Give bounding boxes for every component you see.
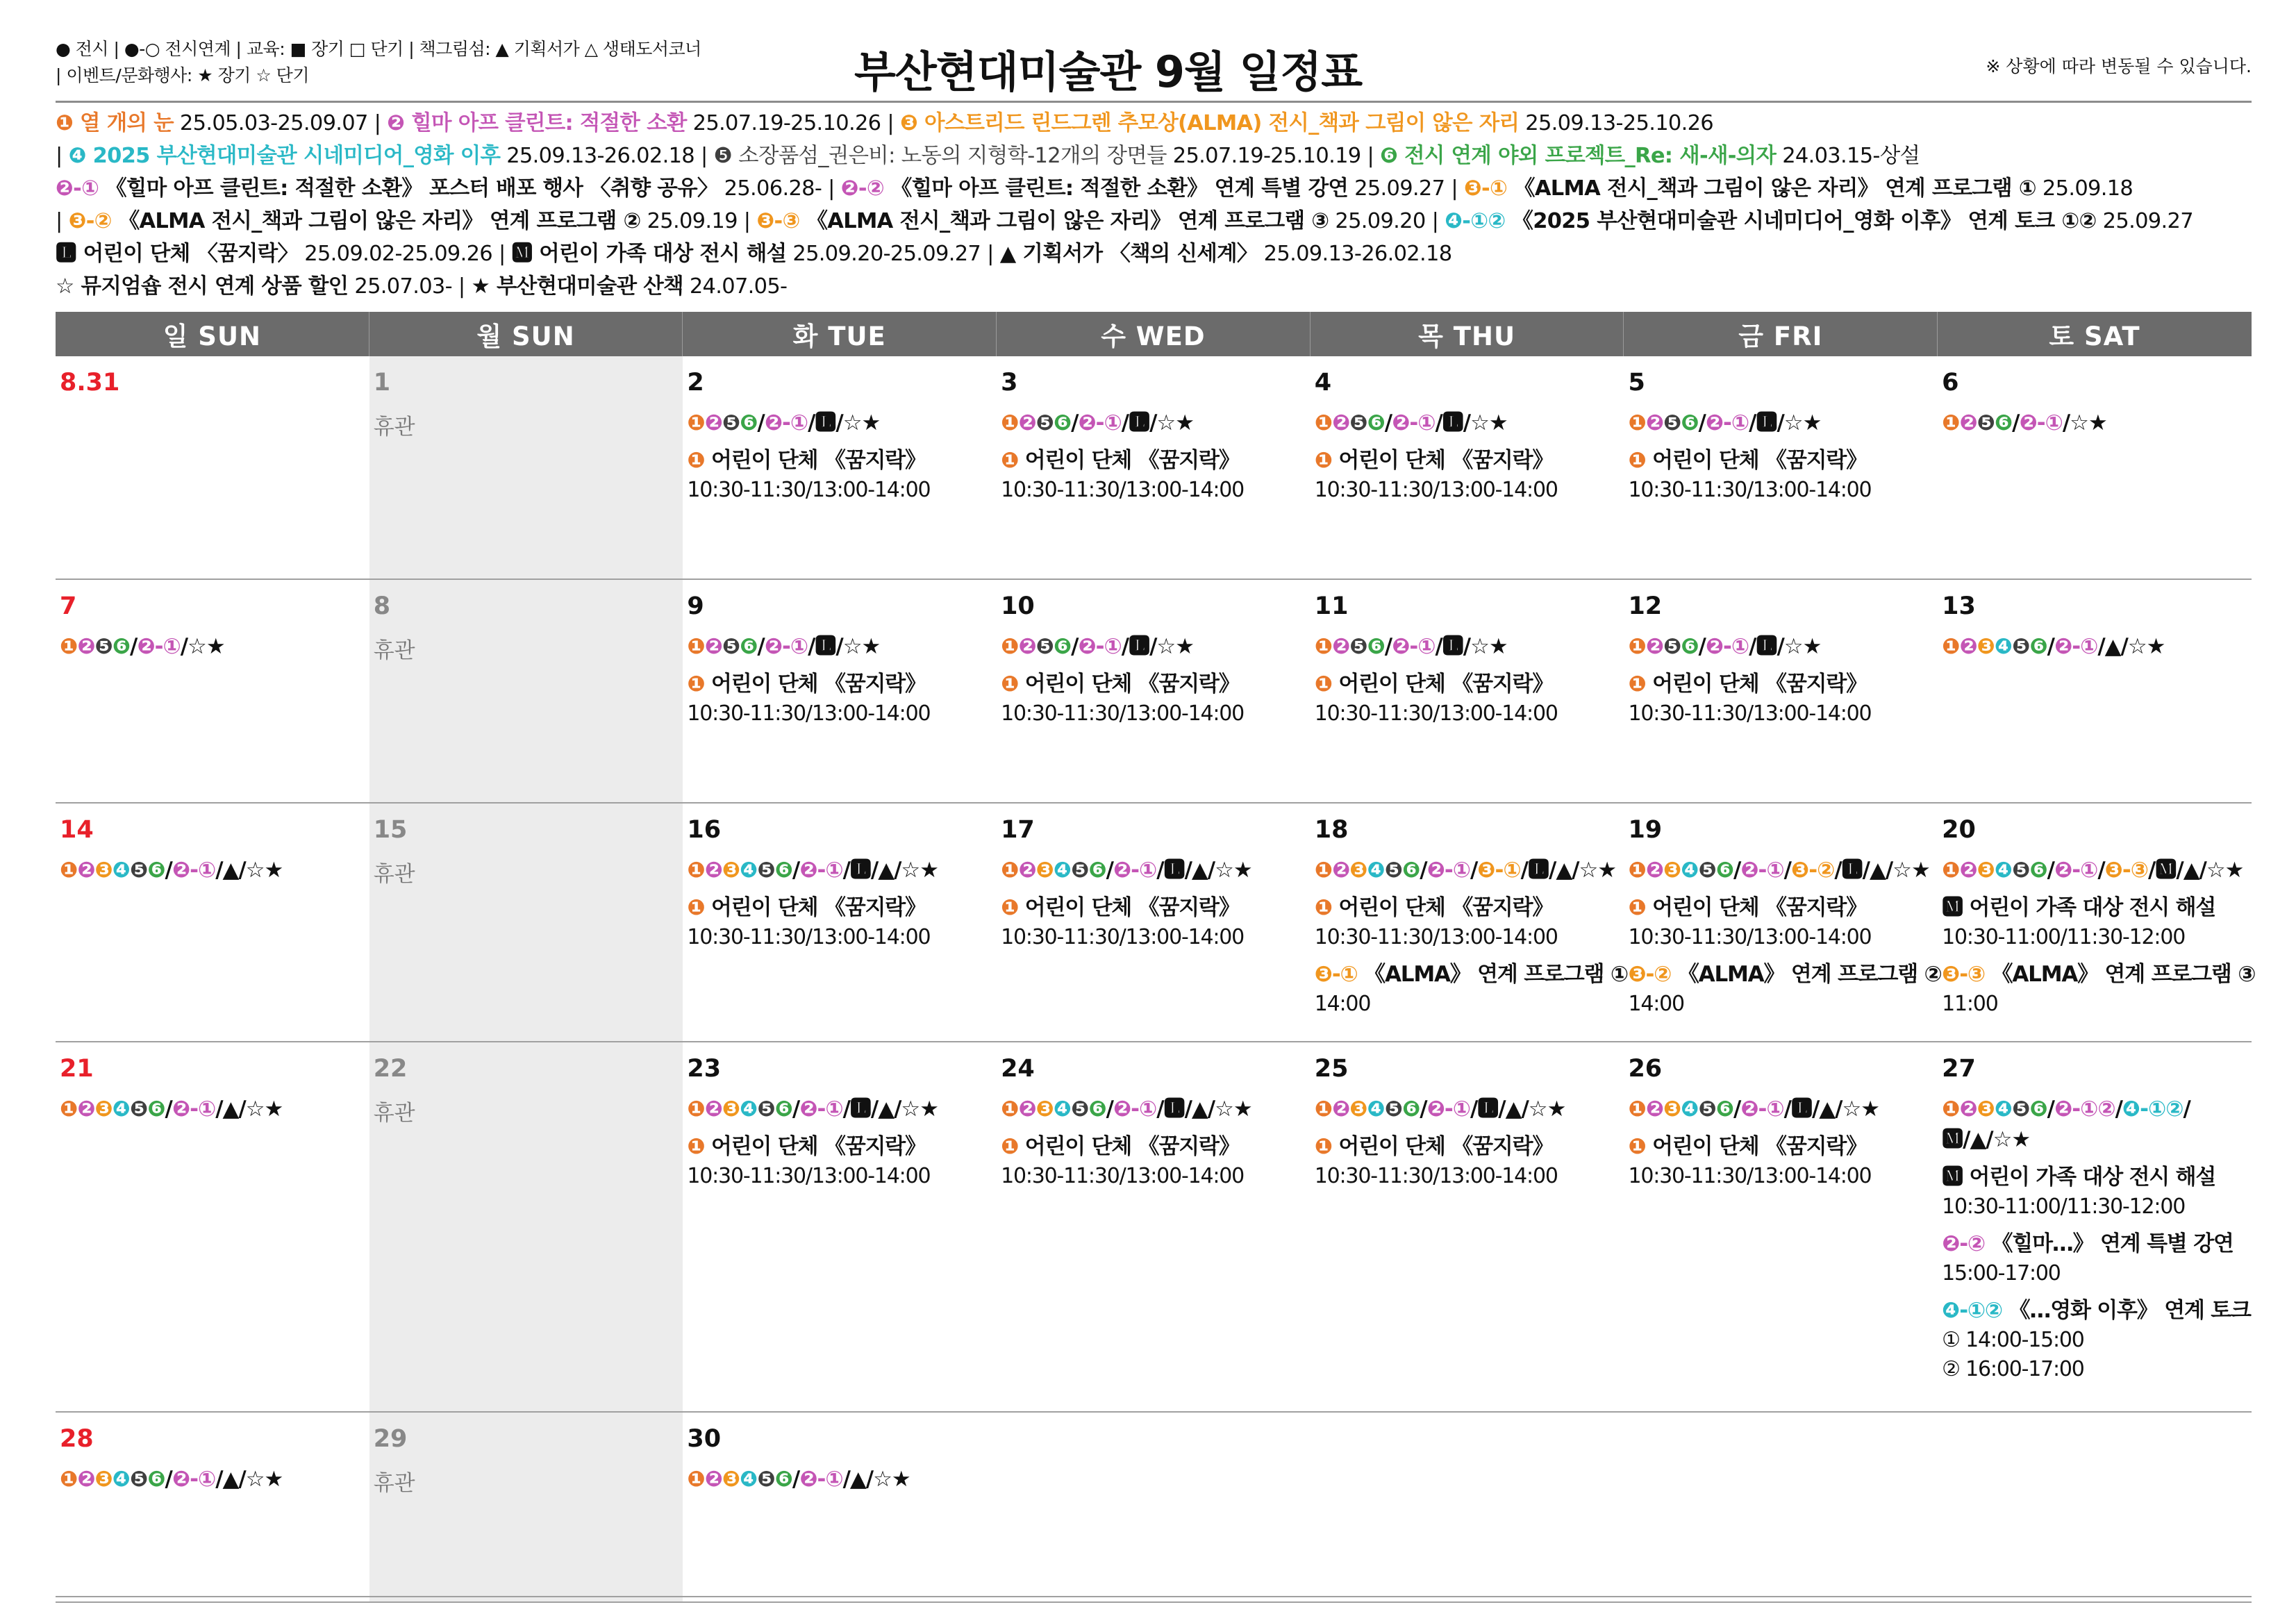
- day-cell: [997, 580, 1311, 802]
- info-segment: 25.07.03- |: [348, 274, 472, 299]
- weekday-label: 화 TUE: [683, 312, 997, 356]
- event-time: 10:30-11:30/13:00-14:00: [1628, 701, 1872, 726]
- day-number: 8.31: [60, 369, 120, 397]
- page-title: 부산현대미술관 9월 일정표: [854, 47, 1363, 97]
- day-number: 28: [60, 1425, 94, 1453]
- day-cell: [56, 356, 369, 579]
- program-icons: ❶❷❸❹❺❻/❷-①/❸-②/🅻/▲/☆★: [1628, 858, 1930, 883]
- event-time: 14:00: [1628, 992, 1684, 1016]
- event-entry: [1628, 669, 1933, 729]
- info-segment: 25.06.28- |: [717, 176, 841, 201]
- event-time: 14:00: [1314, 992, 1371, 1016]
- event-entry: [1628, 445, 1933, 505]
- day-cell: [997, 804, 1311, 1041]
- calendar-weeks: [56, 356, 2256, 1603]
- weekday-label: 월 SUN: [369, 312, 683, 356]
- event-title: ❶ 어린이 단체 《꿈지락》: [687, 448, 926, 473]
- event-entry: [1315, 445, 1620, 505]
- day-cell: [1624, 356, 1938, 579]
- day-cell: [1311, 1042, 1624, 1411]
- event-title: ❶ 어린이 단체 《꿈지락》: [1628, 1134, 1867, 1159]
- day-cell: [369, 804, 683, 1041]
- info-segment: |: [56, 144, 69, 168]
- day-number: 1: [373, 369, 391, 397]
- day-cell: [1938, 580, 2252, 802]
- event-entry: [1942, 1295, 2251, 1384]
- day-cell: [1938, 356, 2252, 579]
- info-segment: 🅻 어린이 단체 〈꿈지락〉: [56, 242, 299, 266]
- notice-text: ※ 상황에 따라 변동될 수 있습니다.: [1986, 56, 2252, 76]
- program-icons: ❶❷❺❻/❷-①/🅻/☆★: [687, 634, 881, 659]
- program-icons: ❶❷❺❻/❷-①/🅻/☆★: [1001, 410, 1195, 435]
- event-entry: [1942, 959, 2256, 1019]
- program-icons: ❶❷❸❹❺❻/❷-①/▲/☆★: [687, 1467, 910, 1492]
- day-number: 27: [1942, 1055, 1976, 1083]
- day-cell: [1624, 580, 1938, 802]
- info-segment: 《ALMA 전시_책과 그림이 않은 자리》 연계 프로그램 ①: [1514, 176, 2036, 201]
- weekday-label: 일 SUN: [56, 312, 369, 356]
- event-time: 10:30-11:30/13:00-14:00: [687, 1164, 931, 1188]
- event-entry: [1001, 669, 1306, 729]
- info-segment: ❸-①: [1463, 176, 1515, 201]
- event-time: 10:30-11:30/13:00-14:00: [1628, 478, 1872, 502]
- divider: [56, 1596, 2252, 1597]
- info-line: [56, 270, 2278, 303]
- info-segment: ❸ 아스트리드 린드그렌 추모상(ALMA) 전시_책과 그림이 않은 자리: [899, 111, 1520, 135]
- event-entry: [687, 669, 992, 729]
- day-number: 11: [1314, 592, 1349, 620]
- info-segment: 《ALMA 전시_책과 그림이 않은 자리》 연계 프로그램 ③: [806, 209, 1329, 233]
- event-title: ❶ 어린이 단체 《꿈지락》: [687, 895, 926, 920]
- day-cell: [369, 580, 683, 802]
- info-line: [56, 140, 2278, 172]
- info-segment: 《2025 부산현대미술관 시네미디어_영화 이후》 연계 토크 ①②: [1512, 209, 2097, 233]
- day-number: 25: [1314, 1055, 1349, 1083]
- legend: [56, 36, 701, 89]
- day-number: 8: [373, 592, 391, 620]
- program-icons: ❶❷❸❹❺❻/❷-①/❸-①/🅻/▲/☆★: [1314, 858, 1617, 883]
- info-segment: ❺ 소장품섬_권은비: 노동의 지형학-12개의 장면들: [713, 144, 1167, 168]
- info-segment: ☆ 뮤지엄숍 전시 연계 상품 할인: [56, 274, 349, 299]
- info-line: [56, 205, 2278, 238]
- day-number: 9: [687, 592, 704, 620]
- day-cell: [1311, 356, 1624, 579]
- day-number: 16: [687, 816, 722, 844]
- event-time: 10:30-11:30/13:00-14:00: [1628, 1164, 1872, 1188]
- info-segment: ❷ 힐마 아프 클린트: 적절한 소환: [387, 111, 687, 135]
- event-entry: [1314, 959, 1628, 1019]
- event-title: ❸-③ 《ALMA》 연계 프로그램 ③: [1942, 962, 2256, 987]
- event-entry: [687, 892, 992, 952]
- closed-label: 휴관: [373, 862, 415, 887]
- event-title: ❸-② 《ALMA》 연계 프로그램 ②: [1628, 962, 1942, 987]
- info-segment: ❻ 전시 연계 야외 프로젝트_Re: 새-새-의자: [1380, 144, 1777, 168]
- event-entry: [1001, 892, 1306, 952]
- legend-line: ● 전시 | ●-○ 전시연계 | 교육: ■ 장기 □ 단기 | 책그림섬: ▲ 기획서가 △ 생태도서코너: [56, 39, 701, 59]
- closed-label: 휴관: [373, 415, 415, 440]
- day-number: 21: [60, 1055, 94, 1083]
- event-title: ❶ 어린이 단체 《꿈지락》: [1001, 672, 1240, 697]
- calendar-week: [56, 804, 2256, 1042]
- event-entry: [1942, 1229, 2247, 1288]
- calendar-week: [56, 1042, 2252, 1413]
- divider: [56, 101, 2252, 103]
- weekday-label: 목 THU: [1311, 312, 1624, 356]
- closed-label: 휴관: [373, 1471, 415, 1496]
- day-cell: [683, 580, 997, 802]
- day-cell: [1311, 580, 1624, 802]
- day-cell: [683, 804, 997, 1041]
- info-segment: 25.05.03-25.09.07 |: [173, 111, 388, 135]
- day-cell: [56, 1413, 369, 1601]
- event-time: 15:00-17:00: [1942, 1261, 2061, 1285]
- event-time: ① 14:00-15:00: [1942, 1328, 2084, 1352]
- info-segment: 25.09.20-25.09.27 |: [786, 242, 1000, 266]
- event-entry: [1628, 892, 1933, 952]
- event-entry: [1628, 1131, 1933, 1191]
- day-number: 19: [1628, 816, 1663, 844]
- program-icons: ❶❷❺❻/❷-①/🅻/☆★: [1628, 410, 1822, 435]
- weekday-label: 금 FRI: [1624, 312, 1938, 356]
- day-number: 18: [1314, 816, 1349, 844]
- day-cell: [1624, 1413, 1938, 1601]
- info-segment: 25.09.27: [2096, 209, 2193, 233]
- closed-label: 휴관: [373, 638, 415, 663]
- calendar-week: [56, 1413, 2252, 1603]
- day-number: 4: [1314, 369, 1332, 397]
- event-time: 10:30-11:30/13:00-14:00: [1314, 478, 1558, 502]
- program-icons: ❶❷❺❻/❷-①/🅻/☆★: [1314, 634, 1508, 659]
- info-segment: |: [56, 209, 69, 233]
- day-cell: [1938, 1042, 2252, 1411]
- event-title: ❸-① 《ALMA》 연계 프로그램 ①: [1314, 962, 1628, 987]
- info-segment: 25.09.20 |: [1329, 209, 1445, 233]
- day-cell: [997, 1042, 1311, 1411]
- event-time: 10:30-11:30/13:00-14:00: [687, 925, 931, 949]
- program-icons: ❶❷❺❻/❷-①/🅻/☆★: [687, 410, 881, 435]
- event-entry: [1315, 669, 1620, 729]
- info-segment: 25.09.27 |: [1348, 176, 1464, 201]
- event-time: 10:30-11:30/13:00-14:00: [1314, 925, 1558, 949]
- program-icons: ❶❷❸❹❺❻/❷-①/🅻/▲/☆★: [1001, 1097, 1252, 1122]
- event-time: 11:00: [1942, 992, 1998, 1016]
- day-number: 20: [1942, 816, 1976, 844]
- day-number: 17: [1001, 816, 1035, 844]
- program-icons: ❶❷❺❻/❷-①/🅻/☆★: [1314, 410, 1508, 435]
- event-entry: [1001, 1131, 1306, 1191]
- info-segment: 25.09.19 |: [640, 209, 757, 233]
- info-segment: 《힐마 아프 클린트: 적절한 소환》 연계 특별 강연: [890, 176, 1349, 201]
- event-time: ② 16:00-17:00: [1942, 1357, 2084, 1381]
- event-time: 10:30-11:30/13:00-14:00: [687, 701, 931, 726]
- event-title: ❶ 어린이 단체 《꿈지락》: [1001, 1134, 1240, 1159]
- event-entry: [1315, 892, 1620, 952]
- program-icons: ❶❷❸❹❺❻/❷-①/🅻/▲/☆★: [687, 1097, 938, 1122]
- info-segment: 25.09.13-26.02.18 |: [500, 144, 714, 168]
- program-icons: ❶❷❸❹❺❻/❷-①/▲/☆★: [60, 1467, 283, 1492]
- program-icons: ❶❷❺❻/❷-①/🅻/☆★: [1628, 634, 1822, 659]
- program-icons: ❶❷❸❹❺❻/❷-①/❸-③/🅼/▲/☆★: [1942, 858, 2244, 883]
- day-number: 7: [60, 592, 77, 620]
- event-time: 10:30-11:30/13:00-14:00: [1628, 925, 1872, 949]
- day-cell: [1311, 1413, 1624, 1601]
- info-segment: 24.07.05-: [683, 274, 788, 299]
- day-number: 29: [373, 1425, 408, 1453]
- event-title: 🅼 어린이 가족 대상 전시 해설: [1942, 1165, 2216, 1190]
- program-icons: ❶❷❺❻/❷-①/🅻/☆★: [1001, 634, 1195, 659]
- day-cell: [369, 1413, 683, 1601]
- event-title: ❶ 어린이 단체 《꿈지락》: [687, 1134, 926, 1159]
- day-number: 2: [687, 369, 704, 397]
- calendar: [56, 312, 2256, 1603]
- info-segment: 25.09.13-25.10.26: [1519, 111, 1714, 135]
- event-entry: [1315, 1131, 1620, 1191]
- day-number: 10: [1001, 592, 1035, 620]
- day-number: 14: [60, 816, 94, 844]
- event-entry: [1001, 445, 1306, 505]
- event-title: 🅼 어린이 가족 대상 전시 해설: [1942, 895, 2216, 920]
- day-cell: [683, 1042, 997, 1411]
- weekday-label: 수 WED: [997, 312, 1311, 356]
- day-number: 5: [1628, 369, 1645, 397]
- day-cell: [56, 1042, 369, 1411]
- program-icons: ❶❷❸❹❺❻/❷-①/▲/☆★: [60, 858, 283, 883]
- event-title: ❶ 어린이 단체 《꿈지락》: [1628, 672, 1867, 697]
- event-title: ❶ 어린이 단체 《꿈지락》: [1314, 895, 1554, 920]
- info-segment: ★ 부산현대미술관 산책: [471, 274, 683, 299]
- program-icons: ❶❷❸❹❺❻/❷-①/▲/☆★: [1942, 634, 2165, 659]
- event-entry: [687, 1131, 992, 1191]
- event-time: 10:30-11:30/13:00-14:00: [1314, 1164, 1558, 1188]
- weekday-header: [56, 312, 2252, 356]
- day-number: 3: [1001, 369, 1018, 397]
- event-time: 10:30-11:00/11:30-12:00: [1942, 925, 2186, 949]
- info-segment: ❹-①②: [1445, 209, 1513, 233]
- event-title: ❶ 어린이 단체 《꿈지락》: [1001, 448, 1240, 473]
- day-number: 22: [373, 1055, 408, 1083]
- event-title: ❶ 어린이 단체 《꿈지락》: [1314, 672, 1554, 697]
- day-number: 24: [1001, 1055, 1035, 1083]
- info-line: [56, 107, 2278, 140]
- program-icons: ❶❷❺❻/❷-①/☆★: [60, 634, 225, 659]
- event-title: ❶ 어린이 단체 《꿈지락》: [1628, 448, 1867, 473]
- day-number: 26: [1628, 1055, 1663, 1083]
- event-entry: [1942, 892, 2247, 952]
- day-cell: [997, 1413, 1311, 1601]
- event-time: 10:30-11:30/13:00-14:00: [1001, 925, 1245, 949]
- event-title: ❶ 어린이 단체 《꿈지락》: [1628, 895, 1867, 920]
- header: [56, 36, 2252, 100]
- program-icons: ❶❷❸❹❺❻/❷-①/🅻/▲/☆★: [1001, 858, 1252, 883]
- info-segment: 25.07.19-25.10.19 |: [1166, 144, 1381, 168]
- day-number: 12: [1628, 592, 1663, 620]
- program-icons: 🅼/▲/☆★: [1942, 1127, 2031, 1152]
- info-segment: ❶ 열 개의 눈: [56, 111, 174, 135]
- program-icons: ❶❷❸❹❺❻/❷-①/🅻/▲/☆★: [1628, 1097, 1880, 1122]
- event-title: ❶ 어린이 단체 《꿈지락》: [1314, 1134, 1554, 1159]
- day-cell: [997, 356, 1311, 579]
- event-time: 10:30-11:30/13:00-14:00: [687, 478, 931, 502]
- legend-line: | 이벤트/문화행사: ★ 장기 ☆ 단기: [56, 65, 309, 85]
- program-icons: ❶❷❸❹❺❻/❷-①②/❹-①②/: [1942, 1097, 2190, 1122]
- info-segment: 25.09.18: [2036, 176, 2133, 201]
- calendar-week: [56, 356, 2252, 580]
- day-cell: [1938, 1413, 2252, 1601]
- calendar-week: [56, 580, 2252, 804]
- info-segment: ❹ 2025 부산현대미술관 시네미디어_영화 이후: [68, 144, 501, 168]
- info-segment: 《ALMA 전시_책과 그림이 않은 자리》 연계 프로그램 ②: [118, 209, 641, 233]
- program-icons: ❶❷❸❹❺❻/❷-①/🅻/▲/☆★: [687, 858, 938, 883]
- day-cell: [369, 356, 683, 579]
- event-time: 10:30-11:30/13:00-14:00: [1001, 478, 1245, 502]
- day-number: 15: [373, 816, 408, 844]
- day-number: 30: [687, 1425, 722, 1453]
- day-cell: [683, 356, 997, 579]
- info-segment: ❸-②: [68, 209, 119, 233]
- day-cell: [1624, 1042, 1938, 1411]
- program-icons: ❶❷❺❻/❷-①/☆★: [1942, 410, 2107, 435]
- event-entry: [1942, 1162, 2247, 1222]
- day-number: 13: [1942, 592, 1976, 620]
- day-cell: [1938, 804, 2256, 1041]
- program-info: [56, 107, 2278, 303]
- day-cell: [56, 804, 369, 1041]
- info-segment: ❷-①: [56, 176, 106, 201]
- event-title: ❷-② 《힐마…》 연계 특별 강연: [1942, 1231, 2233, 1256]
- event-title: ❶ 어린이 단체 《꿈지락》: [687, 672, 926, 697]
- info-line: [56, 238, 2278, 270]
- event-entry: [687, 445, 992, 505]
- day-cell: [1624, 804, 1942, 1041]
- info-segment: ▲ 기획서가 〈책의 신세계〉: [999, 242, 1258, 266]
- event-time: 10:30-11:30/13:00-14:00: [1001, 1164, 1245, 1188]
- info-segment: ❷-②: [840, 176, 891, 201]
- event-time: 10:30-11:00/11:30-12:00: [1942, 1195, 2186, 1219]
- day-number: 23: [687, 1055, 722, 1083]
- info-segment: 25.07.19-25.10.26 |: [686, 111, 900, 135]
- info-segment: 《힐마 아프 클린트: 적절한 소환》 포스터 배포 행사 〈취향 공유〉: [106, 176, 718, 201]
- program-icons: ❶❷❸❹❺❻/❷-①/▲/☆★: [60, 1097, 283, 1122]
- day-cell: [369, 1042, 683, 1411]
- info-segment: 25.09.02-25.09.26 |: [298, 242, 512, 266]
- day-cell: [1311, 804, 1628, 1041]
- info-line: [56, 172, 2278, 205]
- event-entry: [1628, 959, 1942, 1019]
- day-cell: [683, 1413, 997, 1601]
- info-segment: ❸-③: [756, 209, 807, 233]
- event-title: ❶ 어린이 단체 《꿈지락》: [1001, 895, 1240, 920]
- day-cell: [56, 580, 369, 802]
- info-segment: 🅼 어린이 가족 대상 전시 해설: [511, 242, 787, 266]
- event-time: 10:30-11:30/13:00-14:00: [1001, 701, 1245, 726]
- weekday-label: 토 SAT: [2049, 322, 2140, 351]
- event-time: 10:30-11:30/13:00-14:00: [1314, 701, 1558, 726]
- closed-label: 휴관: [373, 1101, 415, 1126]
- event-title: ❹-①② 《…영화 이후》 연계 토크: [1942, 1298, 2251, 1323]
- day-number: 6: [1942, 369, 1959, 397]
- info-segment: 25.09.13-26.02.18: [1257, 242, 1452, 266]
- info-segment: 24.03.15-상설: [1776, 144, 1920, 168]
- program-icons: ❶❷❸❹❺❻/❷-①/🅻/▲/☆★: [1314, 1097, 1566, 1122]
- event-title: ❶ 어린이 단체 《꿈지락》: [1314, 448, 1554, 473]
